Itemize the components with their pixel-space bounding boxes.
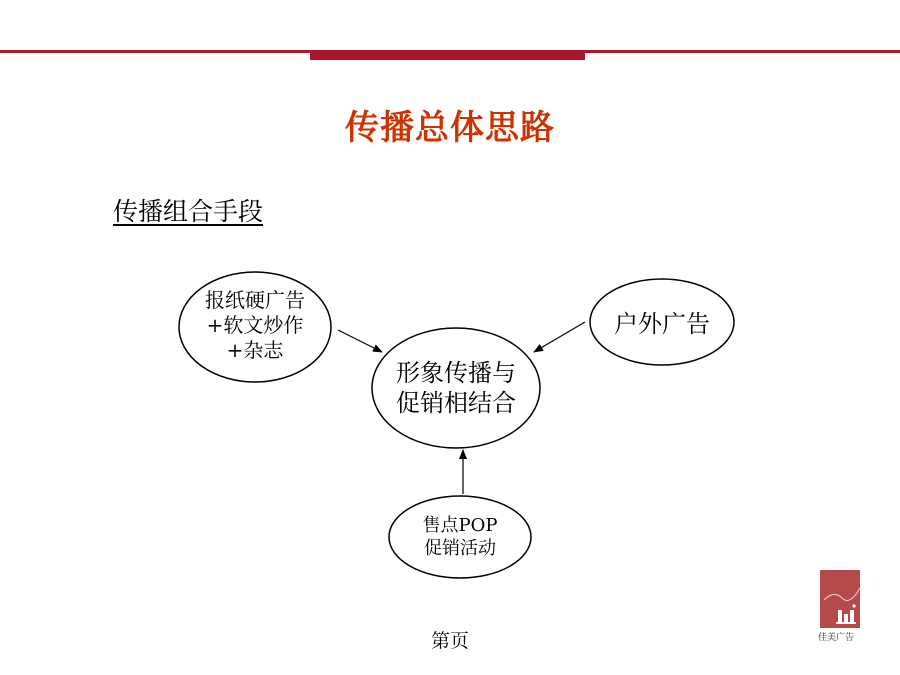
bottom-node-line-2: 促销活动 — [424, 537, 496, 559]
bottom-node-label — [389, 515, 531, 560]
center-node-line-2: 促销相结合 — [396, 389, 516, 417]
arrow-left-to-center — [338, 330, 382, 352]
center-node-line-1: 形象传播与 — [396, 359, 516, 387]
right-node-label — [590, 309, 734, 339]
left-node-line-2: +软文炒作 — [206, 313, 304, 337]
arrow-right-to-center — [534, 322, 585, 352]
bottom-node-line-1: 售点POP — [422, 515, 498, 536]
left-node-line-1: 报纸硬广告 — [205, 288, 305, 312]
logo-mark-graphic — [820, 570, 860, 628]
left-node-label — [179, 288, 331, 363]
logo-text: 佳美广告 — [818, 633, 855, 643]
page-number-label: 第页 — [430, 630, 469, 652]
logo-mark — [820, 570, 860, 628]
center-node-label — [372, 358, 540, 418]
section-subtitle: 传播组合手段 — [113, 197, 264, 226]
page-title: 传播总体思路 — [345, 108, 555, 148]
company-logo — [818, 568, 868, 648]
right-node-line-1: 户外广告 — [614, 310, 710, 338]
left-node-line-3: +杂志 — [226, 338, 284, 362]
